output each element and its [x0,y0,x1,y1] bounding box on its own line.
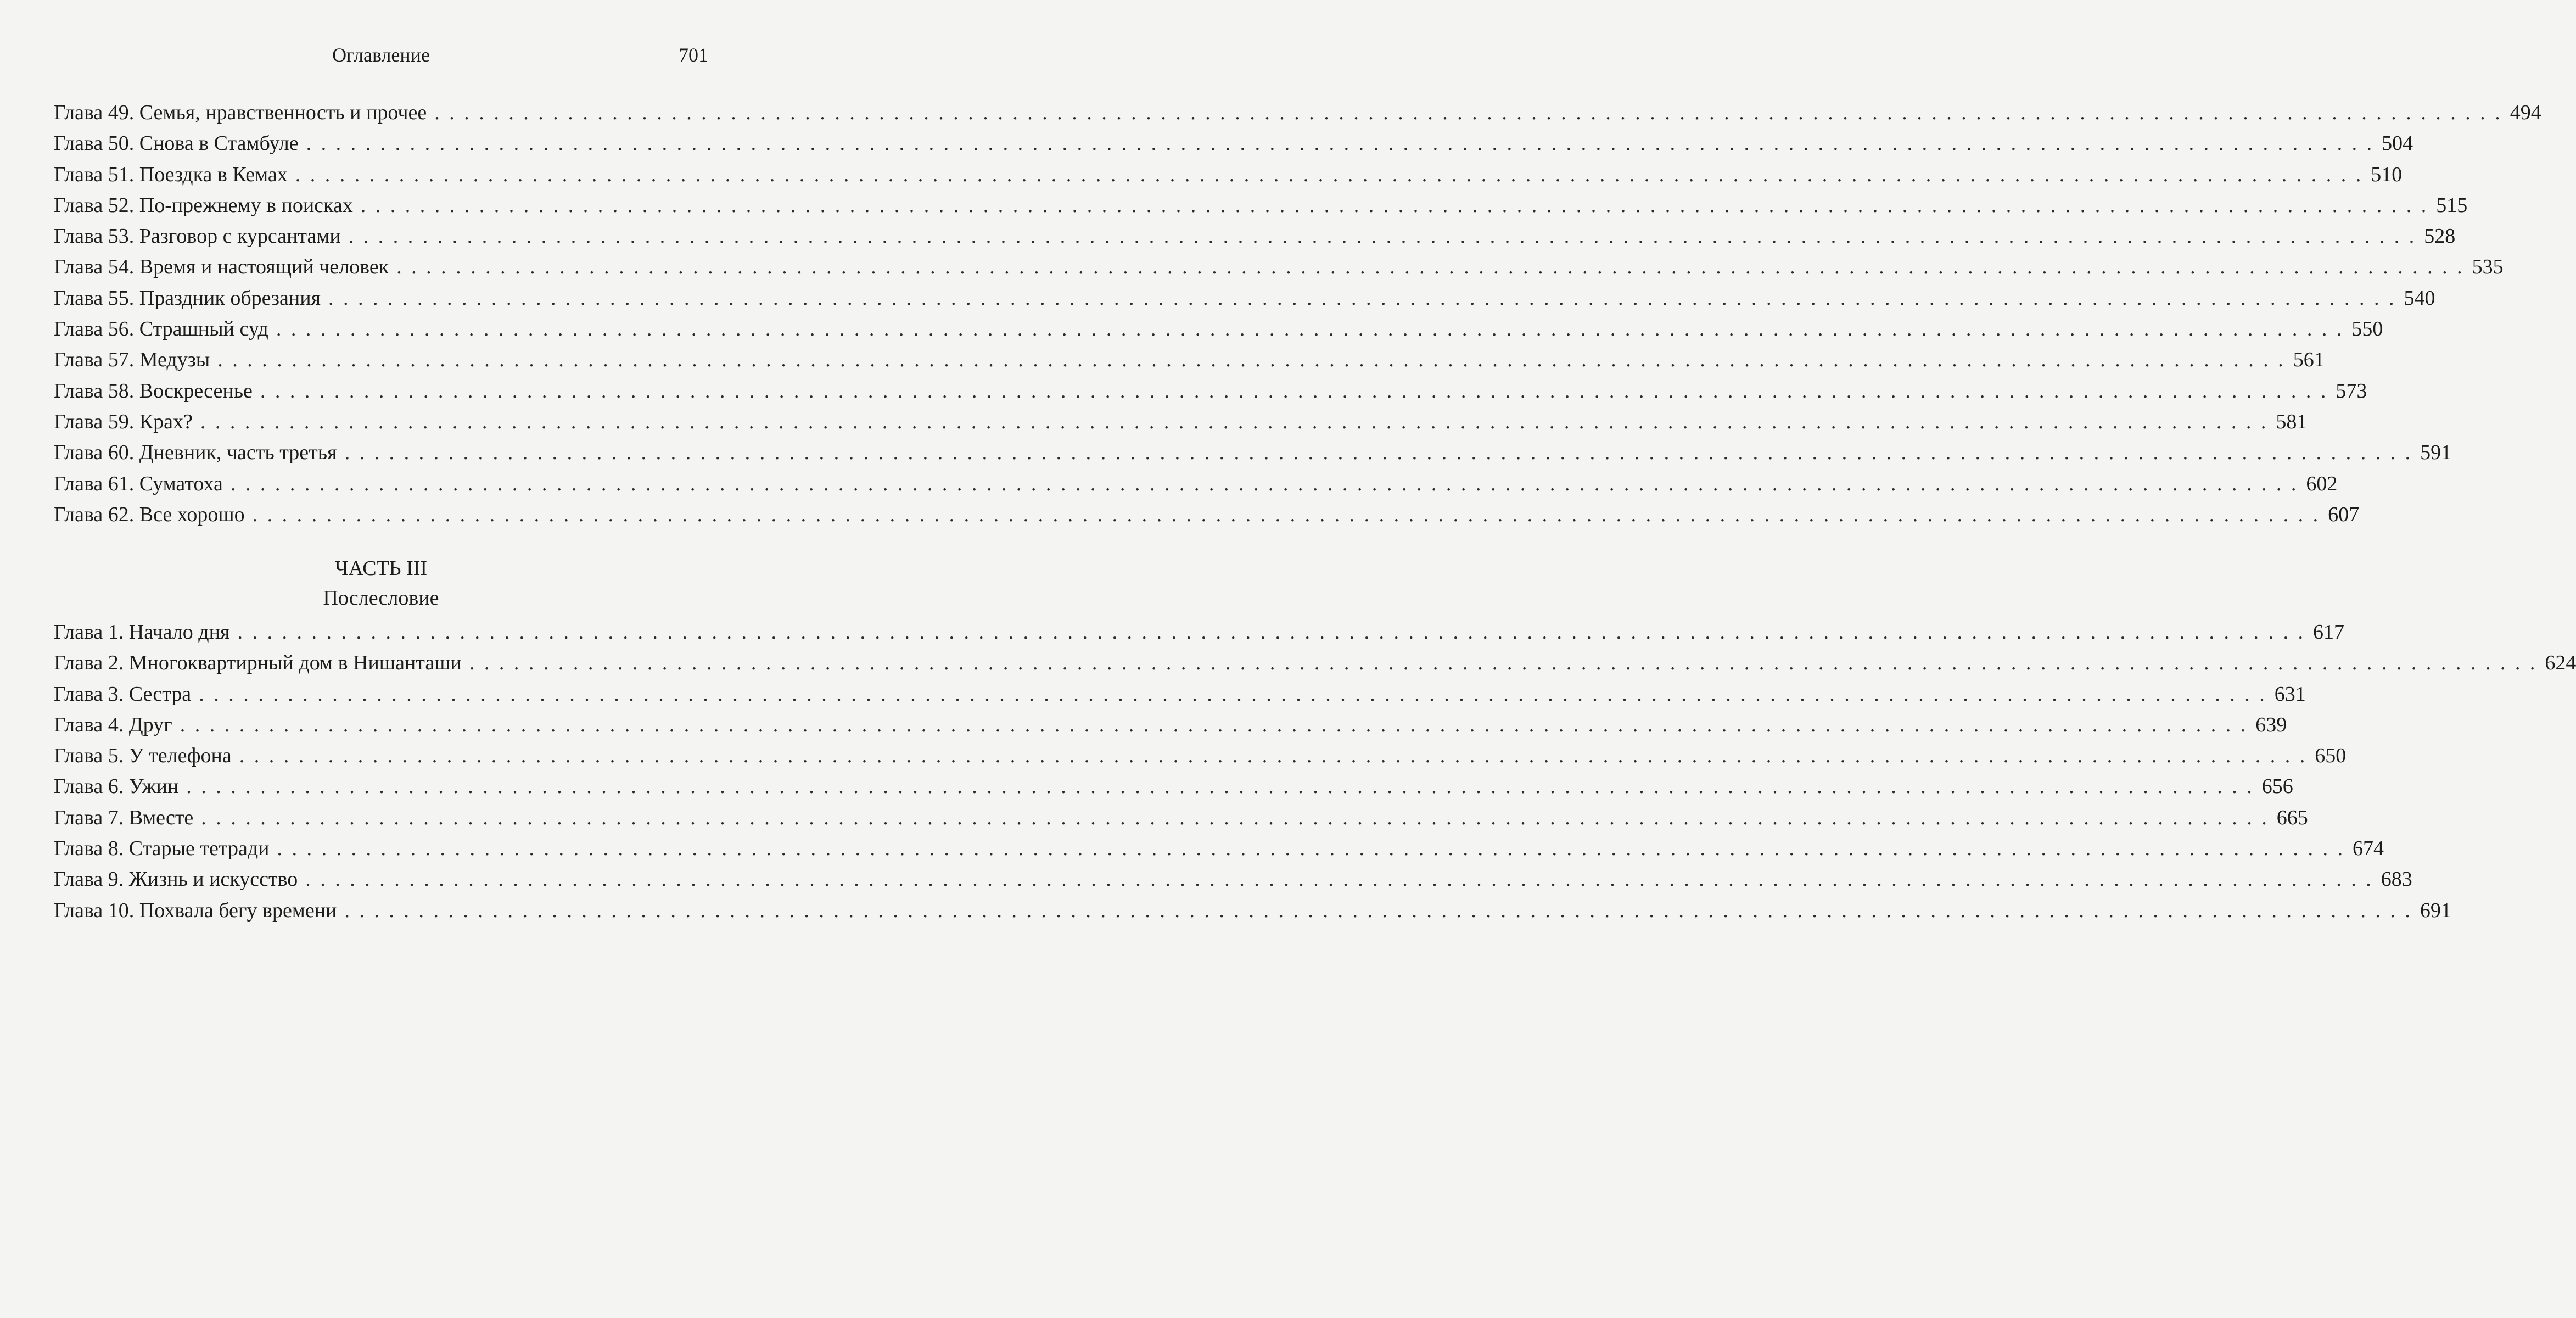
toc-entry-label: Глава 55. Праздник обрезания [54,286,321,310]
toc-entry-label: Глава 4. Друг [54,713,172,736]
toc-entry [54,252,2504,282]
toc-dot-leader: . . . . . . . . . . . . . . . . . . . . . . . . . . . . . . . . . . . . . . . . . . . . . . . . . . . . . . . . . . . . . . . . . . . . . . . . . . . . . . . . . . . . . . . . . . . . . . . . . . . . . . . . . . . . . . . . . . . . . . . . . . . . . . . . . . . . . . . . . . . . [230,472,2299,495]
page-number: 701 [679,44,708,66]
toc-entry [54,97,2541,128]
toc-entry [54,468,2338,499]
toc-entry-label: Глава 5. У телефона [54,744,232,768]
toc-entry-page: 591 [2420,441,2452,465]
toc-entry [54,314,2383,344]
toc-dot-leader: . . . . . . . . . . . . . . . . . . . . . . . . . . . . . . . . . . . . . . . . . . . . . . . . . . . . . . . . . . . . . . . . . . . . . . . . . . . . . . . . . . . . . . . . . . . . . . . . . . . . . . . . . . . . . . . . . . . . . . . . . . . . . . . . . . . . . . . . . . . . [180,713,2248,736]
part-three-subtitle: Послесловие [323,587,439,610]
toc-dot-leader: . . . . . . . . . . . . . . . . . . . . . . . . . . . . . . . . . . . . . . . . . . . . . . . . . . . . . . . . . . . . . . . . . . . . . . . . . . . . . . . . . . . . . . . . . . . . . . . . . . . . . . . . . . . . . . . . . . . . . . . . . . . . . . . . . . . . . . . . . . . . [201,806,2269,829]
toc-entry-label: Глава 9. Жизнь и искусство [54,868,298,891]
toc-dot-leader: . . . . . . . . . . . . . . . . . . . . . . . . . . . . . . . . . . . . . . . . . . . . . . . . . . . . . . . . . . . . . . . . . . . . . . . . . . . . . . . . . . . . . . . . . . . . . . . . . . . . . . . . . . . . . . . . . . . . . . . . . . . . . . . . . . . . . . . . . . . . [295,163,2364,186]
toc-entry-label: Глава 10. Похвала бегу времени [54,898,337,922]
toc-entry-label: Глава 59. Крах? [54,410,193,433]
toc-entry-page: 624 [2545,651,2576,675]
toc-entry-page: 540 [2404,286,2435,310]
toc-entry-label: Глава 7. Вместе [54,806,194,829]
toc-part-two-list [54,97,2541,530]
toc-entry-label: Глава 62. Все хорошо [54,502,245,526]
toc-entry [54,128,2413,159]
toc-entry-page: 631 [2274,682,2306,706]
toc-entry [54,406,2308,437]
toc-dot-leader: . . . . . . . . . . . . . . . . . . . . . . . . . . . . . . . . . . . . . . . . . . . . . . . . . . . . . . . . . . . . . . . . . . . . . . . . . . . . . . . . . . . . . . . . . . . . . . . . . . . . . . . . . . . . . . . . . . . . . . . . . . . . . . . . . . . . . . . . . . . . [396,255,2465,279]
toc-dot-leader: . . . . . . . . . . . . . . . . . . . . . . . . . . . . . . . . . . . . . . . . . . . . . . . . . . . . . . . . . . . . . . . . . . . . . . . . . . . . . . . . . . . . . . . . . . . . . . . . . . . . . . . . . . . . . . . . . . . . . . . . . . . . . . . . . . . . . . . . . . . . [186,775,2254,798]
toc-dot-leader: . . . . . . . . . . . . . . . . . . . . . . . . . . . . . . . . . . . . . . . . . . . . . . . . . . . . . . . . . . . . . . . . . . . . . . . . . . . . . . . . . . . . . . . . . . . . . . . . . . . . . . . . . . . . . . . . . . . . . . . . . . . . . . . . . . . . . . . . . . . . [200,410,2269,433]
toc-entry [54,802,2308,833]
toc-entry-page: 510 [2371,163,2403,186]
toc-dot-leader: . . . . . . . . . . . . . . . . . . . . . . . . . . . . . . . . . . . . . . . . . . . . . . . . . . . . . . . . . . . . . . . . . . . . . . . . . . . . . . . . . . . . . . . . . . . . . . . . . . . . . . . . . . . . . . . . . . . . . . . . . . . . . . . . . . . . . . . . . . . . [360,193,2429,217]
toc-entry-page: 573 [2336,379,2367,403]
toc-entry-label: Глава 61. Суматоха [54,472,223,495]
toc-entry [54,376,2367,406]
toc-entry-page: 528 [2424,225,2456,248]
toc-entry [54,647,2576,678]
toc-entry [54,895,2451,926]
toc-entry-label: Глава 54. Время и настоящий человек [54,255,389,279]
toc-entry-page: 535 [2472,255,2504,279]
toc-entry [54,740,2347,771]
toc-entry-label: Глава 52. По-прежнему в поисках [54,193,353,217]
toc-entry-page: 602 [2306,472,2338,495]
running-head [54,40,708,70]
toc-entry-page: 607 [2328,502,2360,526]
toc-entry [54,344,2325,375]
toc-entry [54,499,2360,530]
toc-dot-leader: . . . . . . . . . . . . . . . . . . . . . . . . . . . . . . . . . . . . . . . . . . . . . . . . . . . . . . . . . . . . . . . . . . . . . . . . . . . . . . . . . . . . . . . . . . . . . . . . . . . . . . . . . . . . . . . . . . . . . . . . . . . . . . . . . . . . . . . . . . . . [217,348,2286,372]
toc-dot-leader: . . . . . . . . . . . . . . . . . . . . . . . . . . . . . . . . . . . . . . . . . . . . . . . . . . . . . . . . . . . . . . . . . . . . . . . . . . . . . . . . . . . . . . . . . . . . . . . . . . . . . . . . . . . . . . . . . . . . . . . . . . . . . . . . . . . . . . . . . . . . [344,441,2413,465]
toc-entry-page: 504 [2382,132,2413,155]
toc-entry-page: 691 [2420,898,2451,922]
toc-dot-leader: . . . . . . . . . . . . . . . . . . . . . . . . . . . . . . . . . . . . . . . . . . . . . . . . . . . . . . . . . . . . . . . . . . . . . . . . . . . . . . . . . . . . . . . . . . . . . . . . . . . . . . . . . . . . . . . . . . . . . . . . . . . . . . . . . . . . . . . . . . . . [328,286,2396,310]
toc-entry-page: 581 [2276,410,2308,433]
toc-entry [54,771,2293,802]
toc-dot-leader: . . . . . . . . . . . . . . . . . . . . . . . . . . . . . . . . . . . . . . . . . . . . . . . . . . . . . . . . . . . . . . . . . . . . . . . . . . . . . . . . . . . . . . . . . . . . . . . . . . . . . . . . . . . . . . . . . . . . . . . . . . . . . . . . . . . . . . . . . . . . [276,317,2344,341]
toc-entry-page: 515 [2436,193,2468,217]
toc-dot-leader: . . . . . . . . . . . . . . . . . . . . . . . . . . . . . . . . . . . . . . . . . . . . . . . . . . . . . . . . . . . . . . . . . . . . . . . . . . . . . . . . . . . . . . . . . . . . . . . . . . . . . . . . . . . . . . . . . . . . . . . . . . . . . . . . . . . . . . . . . . . . [252,502,2321,526]
toc-entry-label: Глава 8. Старые тетради [54,837,270,861]
toc-entry [54,437,2452,468]
toc-entry-page: 665 [2276,806,2308,829]
toc-dot-leader: . . . . . . . . . . . . . . . . . . . . . . . . . . . . . . . . . . . . . . . . . . . . . . . . . . . . . . . . . . . . . . . . . . . . . . . . . . . . . . . . . . . . . . . . . . . . . . . . . . . . . . . . . . . . . . . . . . . . . . . . . . . . . . . . . . . . . . . . . . . . [305,868,2373,891]
toc-entry [54,190,2468,221]
part-three-title: ЧАСТЬ III [334,557,428,580]
toc-entry-label: Глава 60. Дневник, часть третья [54,441,337,465]
toc-dot-leader: . . . . . . . . . . . . . . . . . . . . . . . . . . . . . . . . . . . . . . . . . . . . . . . . . . . . . . . . . . . . . . . . . . . . . . . . . . . . . . . . . . . . . . . . . . . . . . . . . . . . . . . . . . . . . . . . . . . . . . . . . . . . . . . . . . . . . . . . . . . . [434,101,2502,124]
toc-entry-label: Глава 3. Сестра [54,682,192,706]
toc-entry [54,679,2306,710]
toc-entry-label: Глава 57. Медузы [54,348,210,372]
toc-entry-page: 650 [2315,744,2347,768]
toc-entry-label: Глава 56. Страшный суд [54,317,268,341]
toc-entry-label: Глава 53. Разговор с курсантами [54,225,341,248]
toc-entry-page: 683 [2381,868,2412,891]
toc-entry-page: 550 [2351,317,2383,341]
toc-dot-leader: . . . . . . . . . . . . . . . . . . . . . . . . . . . . . . . . . . . . . . . . . . . . . . . . . . . . . . . . . . . . . . . . . . . . . . . . . . . . . . . . . . . . . . . . . . . . . . . . . . . . . . . . . . . . . . . . . . . . . . . . . . . . . . . . . . . . . . . . . . . . [344,898,2412,922]
toc-entry-page: 494 [2510,101,2541,124]
toc-entry [54,864,2412,895]
toc-entry-label: Глава 58. Воскресенье [54,379,253,403]
toc-entry [54,159,2403,190]
toc-entry-page: 617 [2312,621,2344,644]
toc-dot-leader: . . . . . . . . . . . . . . . . . . . . . . . . . . . . . . . . . . . . . . . . . . . . . . . . . . . . . . . . . . . . . . . . . . . . . . . . . . . . . . . . . . . . . . . . . . . . . . . . . . . . . . . . . . . . . . . . . . . . . . . . . . . . . . . . . . . . . . . . . . . . [239,744,2308,768]
toc-entry-label: Глава 50. Снова в Стамбуле [54,132,299,155]
toc-entry [54,283,2435,314]
toc-dot-leader: . . . . . . . . . . . . . . . . . . . . . . . . . . . . . . . . . . . . . . . . . . . . . . . . . . . . . . . . . . . . . . . . . . . . . . . . . . . . . . . . . . . . . . . . . . . . . . . . . . . . . . . . . . . . . . . . . . . . . . . . . . . . . . . . . . . . . . . . . . . . [199,682,2267,706]
toc-entry-label: Глава 49. Семья, нравственность и прочее [54,101,427,124]
toc-dot-leader: . . . . . . . . . . . . . . . . . . . . . . . . . . . . . . . . . . . . . . . . . . . . . . . . . . . . . . . . . . . . . . . . . . . . . . . . . . . . . . . . . . . . . . . . . . . . . . . . . . . . . . . . . . . . . . . . . . . . . . . . . . . . . . . . . . . . . . . . . . . . [260,379,2328,403]
toc-dot-leader: . . . . . . . . . . . . . . . . . . . . . . . . . . . . . . . . . . . . . . . . . . . . . . . . . . . . . . . . . . . . . . . . . . . . . . . . . . . . . . . . . . . . . . . . . . . . . . . . . . . . . . . . . . . . . . . . . . . . . . . . . . . . . . . . . . . . . . . . . . . . [348,225,2417,248]
toc-dot-leader: . . . . . . . . . . . . . . . . . . . . . . . . . . . . . . . . . . . . . . . . . . . . . . . . . . . . . . . . . . . . . . . . . . . . . . . . . . . . . . . . . . . . . . . . . . . . . . . . . . . . . . . . . . . . . . . . . . . . . . . . . . . . . . . . . . . . . . . . . . . . [277,837,2345,861]
toc-entry-label: Глава 51. Поездка в Кемах [54,163,288,186]
toc-entry [54,617,2344,647]
toc-entry-page: 674 [2353,837,2384,861]
toc-entry-label: Глава 1. Начало дня [54,621,230,644]
toc-entry-label: Глава 2. Многоквартирный дом в Нишанташи [54,651,462,675]
toc-entry-page: 656 [2261,775,2293,798]
toc-entry-page: 561 [2293,348,2325,372]
toc-entry-page: 639 [2255,713,2287,736]
toc-entry-label: Глава 6. Ужин [54,775,179,798]
toc-entry [54,221,2456,252]
toc-entry [54,833,2384,864]
toc-dot-leader: . . . . . . . . . . . . . . . . . . . . . . . . . . . . . . . . . . . . . . . . . . . . . . . . . . . . . . . . . . . . . . . . . . . . . . . . . . . . . . . . . . . . . . . . . . . . . . . . . . . . . . . . . . . . . . . . . . . . . . . . . . . . . . . . . . . . . . . . . . . . [237,621,2305,644]
running-title: Оглавление [332,44,430,66]
toc-entry [54,710,2287,740]
toc-dot-leader: . . . . . . . . . . . . . . . . . . . . . . . . . . . . . . . . . . . . . . . . . . . . . . . . . . . . . . . . . . . . . . . . . . . . . . . . . . . . . . . . . . . . . . . . . . . . . . . . . . . . . . . . . . . . . . . . . . . . . . . . . . . . . . . . . . . . . . . . . . . . [469,651,2538,675]
toc-dot-leader: . . . . . . . . . . . . . . . . . . . . . . . . . . . . . . . . . . . . . . . . . . . . . . . . . . . . . . . . . . . . . . . . . . . . . . . . . . . . . . . . . . . . . . . . . . . . . . . . . . . . . . . . . . . . . . . . . . . . . . . . . . . . . . . . . . . . . . . . . . . . [306,132,2375,155]
toc-part-three-list [54,617,2576,926]
